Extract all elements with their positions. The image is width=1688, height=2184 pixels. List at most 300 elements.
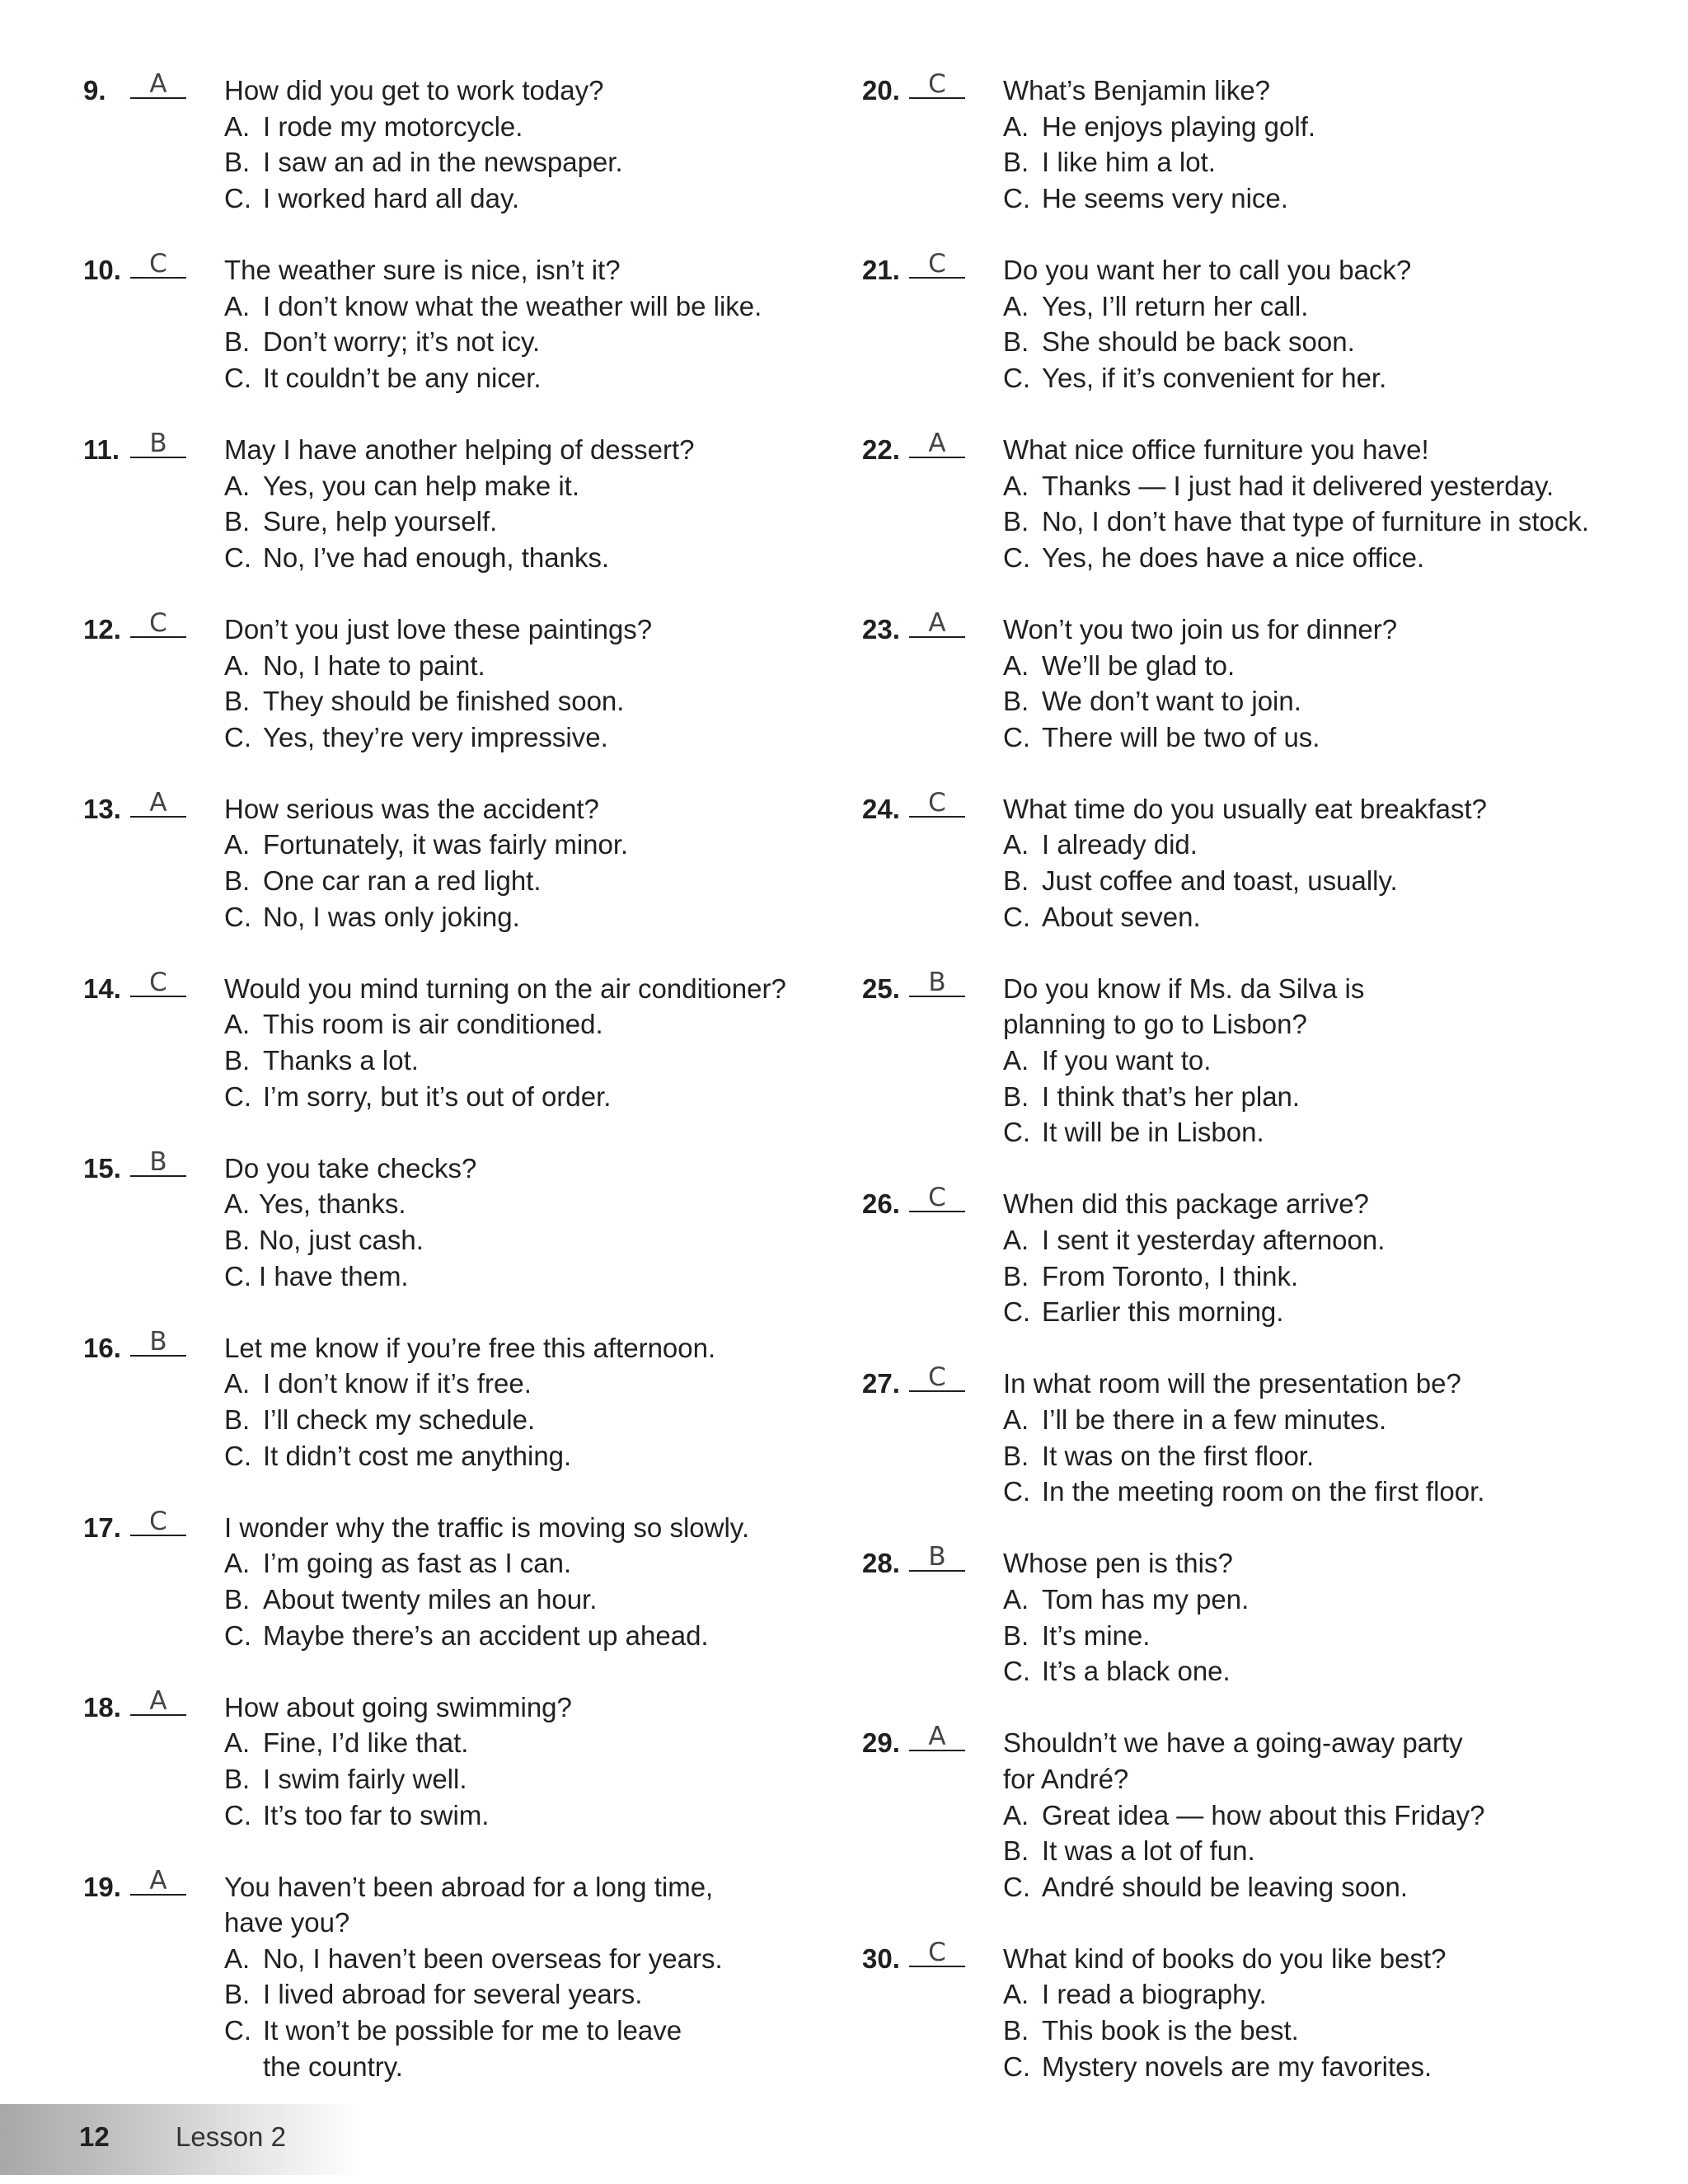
- option-text: Tom has my pen.: [1042, 1583, 1250, 1615]
- option-text: I read a biography.: [1042, 1979, 1267, 2010]
- question-text: How did you get to work today?: [224, 75, 604, 105]
- option-text: Yes, I’ll return her call.: [1042, 290, 1309, 321]
- option-letter: B.: [1003, 1835, 1029, 1867]
- option-letter: C.: [1003, 901, 1030, 932]
- option-text: We don’t want to join.: [1042, 686, 1301, 717]
- option-letter: A.: [224, 1368, 251, 1399]
- option-text: I rode my motorcycle.: [263, 110, 523, 142]
- answer-option: [1003, 1474, 1653, 1510]
- handwritten-answer: C: [149, 967, 167, 997]
- answer-option: [1003, 1833, 1653, 1869]
- option-text: No, just cash.: [259, 1225, 424, 1255]
- option-letter: C.: [224, 1440, 251, 1471]
- option-text: Thanks a lot.: [263, 1045, 419, 1076]
- page-number: 12: [79, 2121, 110, 2152]
- option-text: It didn’t cost me anything.: [263, 1440, 572, 1471]
- answer-option: [1003, 719, 1653, 756]
- question-item: [862, 1937, 1653, 2084]
- handwritten-answer: B: [149, 1146, 167, 1177]
- option-letter: B.: [224, 1583, 251, 1615]
- answer-option: [1003, 1797, 1653, 1834]
- option-text: There will be two of us.: [1042, 721, 1320, 752]
- question-text: What’s Benjamin like?: [1003, 75, 1271, 105]
- question-text: What kind of books do you like best?: [1003, 1943, 1447, 1974]
- option-letter: C.: [224, 901, 251, 932]
- option-text: No, I haven’t been overseas for years.: [263, 1943, 723, 1974]
- answer-option: [1003, 2013, 1653, 2049]
- question-text: Don’t you just love these paintings?: [224, 613, 653, 644]
- answer-option: [224, 1222, 842, 1258]
- option-text: Sure, help yourself.: [263, 506, 498, 537]
- question-item: [862, 69, 1653, 216]
- question-number: 24.: [862, 793, 900, 824]
- option-text: I’ll check my schedule.: [263, 1404, 536, 1435]
- handwritten-answer: C: [928, 1362, 946, 1393]
- option-letter: C.: [224, 182, 251, 213]
- question-text: Let me know if you’re free this afternoon.: [224, 1332, 716, 1363]
- answer-option: [1003, 827, 1653, 863]
- option-letter: A.: [224, 649, 251, 681]
- option-text: I worked hard all day.: [263, 182, 520, 213]
- answer-option: [1003, 468, 1653, 504]
- question-text: What time do you usually eat breakfast?: [1003, 793, 1487, 824]
- option-letter: B.: [1003, 1080, 1029, 1112]
- question-header: [862, 1183, 1002, 1222]
- option-text: Don’t worry; it’s not icy.: [263, 326, 541, 358]
- answer-option: [224, 324, 842, 360]
- option-text: Maybe there’s an accident up ahead.: [263, 1619, 709, 1651]
- handwritten-answer: A: [149, 69, 167, 99]
- answer-option: [224, 360, 842, 396]
- question-item: [862, 1183, 1653, 1329]
- option-text: It’s mine.: [1042, 1619, 1151, 1651]
- option-letter: B.: [224, 1225, 251, 1255]
- option-letter: A.: [1003, 1583, 1029, 1615]
- answer-option: [224, 1545, 842, 1582]
- question-number: 26.: [862, 1188, 900, 1220]
- option-text: Mystery novels are my favorites.: [1042, 2050, 1432, 2082]
- question-number: 20.: [862, 75, 900, 105]
- question-text: Do you know if Ms. da Silva is: [1003, 972, 1365, 1004]
- option-text: Yes, thanks.: [259, 1188, 406, 1220]
- question-header: [862, 1542, 1002, 1582]
- question-text: planning to go to Lisbon?: [1003, 1009, 1307, 1040]
- option-text: She should be back soon.: [1042, 326, 1355, 358]
- answer-option: [1003, 1258, 1653, 1295]
- question-number: 11.: [83, 434, 120, 465]
- answer-option: [1003, 1976, 1653, 2013]
- option-letter: A.: [224, 110, 251, 142]
- option-letter: C.: [1003, 1476, 1030, 1507]
- option-letter: B.: [224, 686, 251, 717]
- answer-option: [1003, 1079, 1653, 1115]
- question-number: 18.: [83, 1691, 121, 1722]
- option-letter: C.: [224, 1619, 251, 1651]
- answer-option: [1003, 360, 1653, 396]
- question-text: How about going swimming?: [224, 1691, 572, 1722]
- answer-option: [224, 1043, 842, 1079]
- handwritten-answer: C: [149, 1506, 167, 1536]
- question-header: [83, 1865, 223, 1905]
- question-text: May I have another helping of dessert?: [224, 434, 695, 465]
- question-item: [83, 1146, 842, 1294]
- option-text: the country.: [263, 2050, 403, 2082]
- answer-option: [1003, 1222, 1653, 1258]
- answer-option: [224, 648, 842, 684]
- option-text: It will be in Lisbon.: [1042, 1117, 1264, 1148]
- option-text: They should be finished soon.: [263, 686, 625, 717]
- answer-option: [224, 827, 842, 863]
- answer-option: [1003, 1114, 1653, 1151]
- option-letter: B.: [224, 506, 251, 537]
- option-letter: B.: [1003, 865, 1029, 897]
- handwritten-answer: A: [928, 607, 946, 638]
- handwritten-answer: A: [928, 428, 946, 458]
- answer-option: [1003, 1869, 1653, 1905]
- option-letter: B.: [1003, 147, 1029, 178]
- option-text: No, I’ve had enough, thanks.: [263, 541, 610, 573]
- option-text: Yes, he does have a nice office.: [1042, 541, 1425, 573]
- question-header: [862, 69, 1002, 109]
- option-letter: C.: [1003, 1117, 1030, 1148]
- handwritten-answer: C: [928, 69, 946, 99]
- option-text: This book is the best.: [1042, 2015, 1299, 2046]
- handwritten-answer: C: [928, 787, 946, 818]
- question-item: [862, 248, 1653, 396]
- answer-option: [224, 1006, 842, 1043]
- question-text: In what room will the presentation be?: [1003, 1368, 1461, 1399]
- answer-option: [1003, 504, 1653, 540]
- option-text: From Toronto, I think.: [1042, 1260, 1299, 1291]
- option-letter: A.: [1003, 110, 1029, 142]
- question-item: [862, 1722, 1653, 1905]
- answer-option: [1003, 863, 1653, 899]
- question-header: [83, 1326, 223, 1366]
- answer-option: [1003, 1043, 1653, 1079]
- question-text: How serious was the accident?: [224, 793, 599, 824]
- answer-option: [224, 2049, 842, 2085]
- question-number: 15.: [83, 1152, 121, 1183]
- question-number: 23.: [862, 613, 900, 644]
- question-header: [83, 1146, 223, 1187]
- answer-option: [224, 1402, 842, 1438]
- option-letter: A.: [1003, 1045, 1029, 1076]
- option-letter: A.: [1003, 1979, 1029, 2010]
- option-letter: A.: [1003, 1404, 1029, 1435]
- question-text: Won’t you two join us for dinner?: [1003, 613, 1398, 644]
- handwritten-answer: B: [928, 967, 946, 997]
- question-number: 16.: [83, 1332, 121, 1363]
- option-letter: A.: [224, 829, 251, 860]
- question-header: [862, 1722, 1002, 1761]
- question-header: [862, 1937, 1002, 1977]
- option-letter: A.: [1003, 470, 1029, 501]
- left-question-column: [83, 69, 842, 2121]
- option-text: It’s a black one.: [1042, 1656, 1231, 1687]
- answer-option: [1003, 288, 1653, 325]
- option-text: Yes, if it’s convenient for her.: [1042, 362, 1387, 393]
- option-text: We’ll be glad to.: [1042, 649, 1236, 681]
- option-text: Fine, I’d like that.: [263, 1727, 469, 1759]
- answer-option: [224, 1618, 842, 1654]
- option-text: I already did.: [1042, 829, 1198, 860]
- option-letter: C.: [1003, 721, 1030, 752]
- question-number: 9.: [83, 75, 106, 105]
- question-text: Whose pen is this?: [1003, 1548, 1233, 1579]
- option-text: This room is air conditioned.: [263, 1009, 603, 1040]
- question-item: [862, 787, 1653, 935]
- question-number: 22.: [862, 434, 900, 465]
- question-item: [83, 607, 842, 755]
- option-letter: B.: [224, 1763, 251, 1794]
- answer-option: [224, 1258, 842, 1295]
- option-text: Yes, you can help make it.: [263, 470, 580, 501]
- question-text: have you?: [224, 1907, 350, 1938]
- option-text: No, I hate to paint.: [263, 649, 485, 681]
- answer-option: [1003, 899, 1653, 935]
- option-letter: B.: [224, 865, 251, 897]
- option-letter: B.: [1003, 326, 1029, 358]
- question-header: [862, 607, 1002, 648]
- question-item: [83, 69, 842, 216]
- option-letter: C.: [224, 362, 251, 393]
- option-text: It was on the first floor.: [1042, 1440, 1315, 1471]
- option-letter: A.: [224, 290, 251, 321]
- right-question-column: [862, 69, 1653, 2121]
- option-letter: B.: [224, 147, 251, 178]
- question-item: [83, 248, 842, 396]
- answer-option: [224, 1366, 842, 1402]
- question-item: [83, 1865, 842, 2085]
- option-letter: B.: [1003, 506, 1029, 537]
- option-text: Just coffee and toast, usually.: [1042, 865, 1398, 897]
- answer-option: [1003, 2049, 1653, 2085]
- question-text: Would you mind turning on the air conditioner?: [224, 972, 786, 1004]
- option-letter: A.: [1003, 649, 1029, 681]
- question-header: [83, 428, 223, 468]
- handwritten-answer: B: [149, 1326, 167, 1357]
- answer-option: [1003, 144, 1653, 180]
- question-number: 27.: [862, 1368, 900, 1399]
- question-text: You haven’t been abroad for a long time,: [224, 1871, 714, 1902]
- option-letter: C.: [1003, 1656, 1030, 1687]
- option-letter: B.: [1003, 1619, 1029, 1651]
- option-letter: A.: [224, 1943, 251, 1974]
- answer-option: [224, 180, 842, 217]
- question-header: [83, 69, 223, 109]
- option-text: He enjoys playing golf.: [1042, 110, 1316, 142]
- option-letter: C.: [1003, 362, 1030, 393]
- handwritten-answer: B: [928, 1542, 946, 1572]
- question-header: [83, 787, 223, 827]
- option-letter: A.: [224, 1009, 251, 1040]
- option-text: I like him a lot.: [1042, 147, 1216, 178]
- option-letter: C.: [224, 541, 251, 573]
- answer-option: [1003, 540, 1653, 576]
- answer-option: [1003, 180, 1653, 217]
- option-letter: B.: [1003, 1440, 1029, 1471]
- option-text: I sent it yesterday afternoon.: [1042, 1225, 1386, 1255]
- option-letter: B.: [224, 326, 251, 358]
- question-number: 13.: [83, 793, 121, 824]
- question-number: 30.: [862, 1943, 900, 1974]
- option-text: It won’t be possible for me to leave: [263, 2015, 682, 2046]
- question-text: When did this package arrive?: [1003, 1188, 1369, 1220]
- answer-option: [1003, 1618, 1653, 1654]
- answer-option: [224, 109, 842, 145]
- question-text: Do you take checks?: [224, 1152, 477, 1183]
- question-item: [862, 1542, 1653, 1689]
- question-text: Do you want her to call you back?: [1003, 254, 1412, 285]
- question-number: 29.: [862, 1727, 900, 1759]
- answer-option: [224, 2013, 842, 2049]
- question-item: [83, 967, 842, 1114]
- answer-option: [1003, 109, 1653, 145]
- answer-option: [224, 899, 842, 935]
- question-header: [862, 967, 1002, 1007]
- question-item: [862, 607, 1653, 755]
- option-letter: C.: [1003, 182, 1030, 213]
- handwritten-answer: C: [928, 1183, 946, 1213]
- option-text: I saw an ad in the newspaper.: [263, 147, 623, 178]
- answer-option: [224, 863, 842, 899]
- option-text: I swim fairly well.: [263, 1763, 467, 1794]
- option-text: I’m going as fast as I can.: [263, 1548, 572, 1579]
- question-item: [83, 787, 842, 935]
- option-text: André should be leaving soon.: [1042, 1871, 1408, 1902]
- option-text: Fortunately, it was fairly minor.: [263, 829, 629, 860]
- answer-option: [1003, 1294, 1653, 1330]
- option-letter: C.: [1003, 2050, 1030, 2082]
- question-header: [83, 607, 223, 648]
- answer-option: [224, 719, 842, 756]
- question-number: 19.: [83, 1871, 121, 1902]
- answer-option: [224, 1582, 842, 1618]
- answer-option: [224, 468, 842, 504]
- question-number: 14.: [83, 972, 121, 1004]
- option-letter: B.: [224, 1979, 251, 2010]
- question-number: 17.: [83, 1511, 121, 1543]
- option-text: I think that’s her plan.: [1042, 1080, 1301, 1112]
- option-text: Thanks — I just had it delivered yesterday.: [1042, 470, 1554, 501]
- option-letter: C.: [1003, 541, 1030, 573]
- option-letter: A.: [1003, 829, 1029, 860]
- option-text: No, I was only joking.: [263, 901, 520, 932]
- answer-option: [1003, 1582, 1653, 1618]
- option-text: I’m sorry, but it’s out of order.: [263, 1080, 612, 1112]
- answer-option: [1003, 1653, 1653, 1690]
- option-text: I don’t know what the weather will be like.: [263, 290, 762, 321]
- question-header: [862, 787, 1002, 827]
- option-text: It was a lot of fun.: [1042, 1835, 1255, 1867]
- answer-option: [224, 288, 842, 325]
- question-text: Shouldn’t we have a going-away party: [1003, 1727, 1463, 1759]
- handwritten-answer: A: [149, 787, 167, 818]
- option-letter: B.: [1003, 1260, 1029, 1291]
- answer-option: [224, 683, 842, 719]
- answer-option: [1003, 1438, 1653, 1474]
- question-number: 25.: [862, 972, 900, 1004]
- option-text: About twenty miles an hour.: [263, 1583, 598, 1615]
- answer-option: [224, 1797, 842, 1834]
- option-text: He seems very nice.: [1042, 182, 1288, 213]
- option-text: I have them.: [259, 1260, 409, 1291]
- question-item: [862, 1362, 1653, 1509]
- option-text: It’s too far to swim.: [263, 1799, 490, 1830]
- option-letter: C.: [224, 1260, 251, 1291]
- answer-option: [224, 1941, 842, 1977]
- answer-option: [224, 1761, 842, 1797]
- answer-option: [1003, 683, 1653, 719]
- question-text: I wonder why the traffic is moving so slowly.: [224, 1511, 750, 1543]
- option-letter: A.: [1003, 290, 1029, 321]
- question-text: The weather sure is nice, isn’t it?: [224, 254, 621, 285]
- handwritten-answer: A: [149, 1865, 167, 1896]
- answer-option: [224, 1186, 842, 1222]
- question-header: [862, 1362, 1002, 1402]
- option-text: About seven.: [1042, 901, 1201, 932]
- answer-option: [224, 504, 842, 540]
- option-letter: B.: [224, 1045, 251, 1076]
- question-number: 28.: [862, 1548, 900, 1579]
- option-letter: A.: [224, 470, 251, 501]
- answer-option: [224, 1976, 842, 2013]
- question-header: [83, 248, 223, 288]
- handwritten-answer: A: [928, 1722, 946, 1752]
- question-text: What nice office furniture you have!: [1003, 434, 1429, 465]
- handwritten-answer: C: [928, 248, 946, 279]
- question-number: 21.: [862, 254, 900, 285]
- answer-option: [224, 1079, 842, 1115]
- question-item: [83, 1685, 842, 1833]
- option-letter: A.: [224, 1188, 251, 1220]
- option-text: One car ran a red light.: [263, 865, 542, 897]
- question-item: [83, 428, 842, 575]
- option-text: I lived abroad for several years.: [263, 1979, 643, 2010]
- question-header: [83, 1506, 223, 1546]
- answer-option: [1003, 324, 1653, 360]
- handwritten-answer: C: [928, 1937, 946, 1967]
- option-letter: A.: [224, 1727, 251, 1759]
- answer-option: [224, 144, 842, 180]
- option-letter: C.: [224, 1799, 251, 1830]
- question-header: [862, 248, 1002, 288]
- option-text: Great idea — how about this Friday?: [1042, 1799, 1485, 1830]
- question-number: 12.: [83, 613, 121, 644]
- option-text: I’ll be there in a few minutes.: [1042, 1404, 1387, 1435]
- question-item: [83, 1326, 842, 1474]
- option-letter: C.: [224, 2015, 251, 2046]
- handwritten-answer: A: [149, 1685, 167, 1716]
- option-text: In the meeting room on the first floor.: [1042, 1476, 1485, 1507]
- option-text: I don’t know if it’s free.: [263, 1368, 532, 1399]
- answer-option: [224, 540, 842, 576]
- option-letter: A.: [1003, 1225, 1029, 1255]
- option-letter: C.: [1003, 1871, 1030, 1902]
- option-letter: C.: [224, 1080, 251, 1112]
- option-letter: B.: [1003, 2015, 1029, 2046]
- option-text: Yes, they’re very impressive.: [263, 721, 608, 752]
- question-item: [862, 428, 1653, 575]
- answer-option: [1003, 648, 1653, 684]
- question-header: [83, 967, 223, 1007]
- handwritten-answer: B: [149, 428, 167, 458]
- answer-option: [224, 1438, 842, 1474]
- lesson-label: Lesson 2: [176, 2121, 286, 2152]
- option-letter: C.: [1003, 1296, 1030, 1328]
- option-text: It couldn’t be any nicer.: [263, 362, 542, 393]
- question-text: for André?: [1003, 1763, 1129, 1794]
